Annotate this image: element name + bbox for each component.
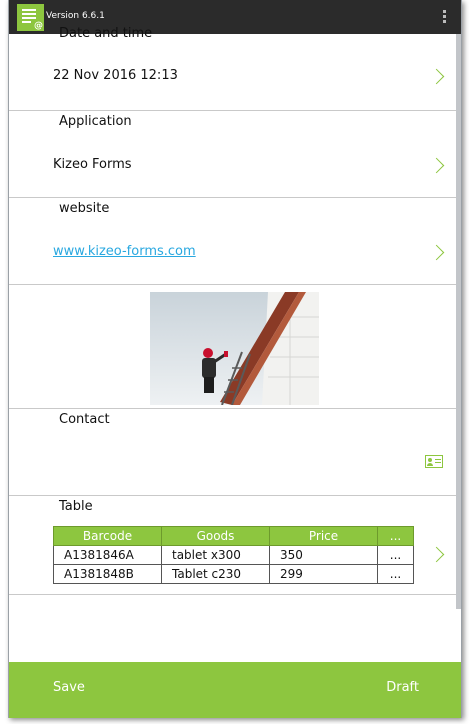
row-more-button[interactable]: ... xyxy=(378,565,414,584)
field-contact[interactable] xyxy=(9,409,456,496)
worker-on-ladder-image xyxy=(150,292,319,405)
field-label: Application xyxy=(59,114,132,129)
chevron-right-icon[interactable] xyxy=(429,158,445,174)
field-label: Date and time xyxy=(59,26,153,41)
app-frame xyxy=(8,0,462,718)
chevron-right-icon[interactable] xyxy=(429,245,445,261)
bottom-action-bar xyxy=(9,662,461,718)
goods-cell: Tablet c230 xyxy=(162,565,270,584)
chevron-right-icon[interactable] xyxy=(429,69,445,85)
field-website[interactable] xyxy=(9,198,456,285)
draft-button[interactable]: Draft xyxy=(386,680,419,695)
app-logo-icon: @ xyxy=(17,4,44,31)
date-time-value: 22 Nov 2016 12:13 xyxy=(53,68,178,83)
barcode-cell: A1381846A xyxy=(54,546,162,565)
version-label: Version 6.6.1 xyxy=(46,11,105,21)
barcode-cell: A1381848B xyxy=(54,565,162,584)
save-button[interactable]: Save xyxy=(53,680,85,695)
table-row[interactable] xyxy=(54,546,414,565)
field-date-time[interactable] xyxy=(9,26,456,111)
application-value: Kizeo Forms xyxy=(53,157,132,172)
field-application[interactable] xyxy=(9,111,456,198)
items-table[interactable] xyxy=(53,526,414,584)
field-label: Table xyxy=(59,499,93,514)
column-header-price: Price xyxy=(270,527,378,546)
worker-photo[interactable] xyxy=(150,292,319,405)
column-header-barcode: Barcode xyxy=(54,527,162,546)
chevron-right-icon[interactable] xyxy=(429,547,445,563)
column-header-goods: Goods xyxy=(162,527,270,546)
goods-cell: tablet x300 xyxy=(162,546,270,565)
contact-card-icon[interactable] xyxy=(425,455,443,468)
table-row[interactable] xyxy=(54,565,414,584)
website-link[interactable]: www.kizeo-forms.com xyxy=(53,244,196,259)
field-label: website xyxy=(59,201,110,216)
field-label: Contact xyxy=(59,412,110,427)
column-header-more: ... xyxy=(378,527,414,546)
row-more-button[interactable]: ... xyxy=(378,546,414,565)
price-cell: 350 xyxy=(270,546,378,565)
price-cell: 299 xyxy=(270,565,378,584)
overflow-menu-icon[interactable] xyxy=(443,10,447,24)
scrollbar[interactable] xyxy=(456,34,461,609)
